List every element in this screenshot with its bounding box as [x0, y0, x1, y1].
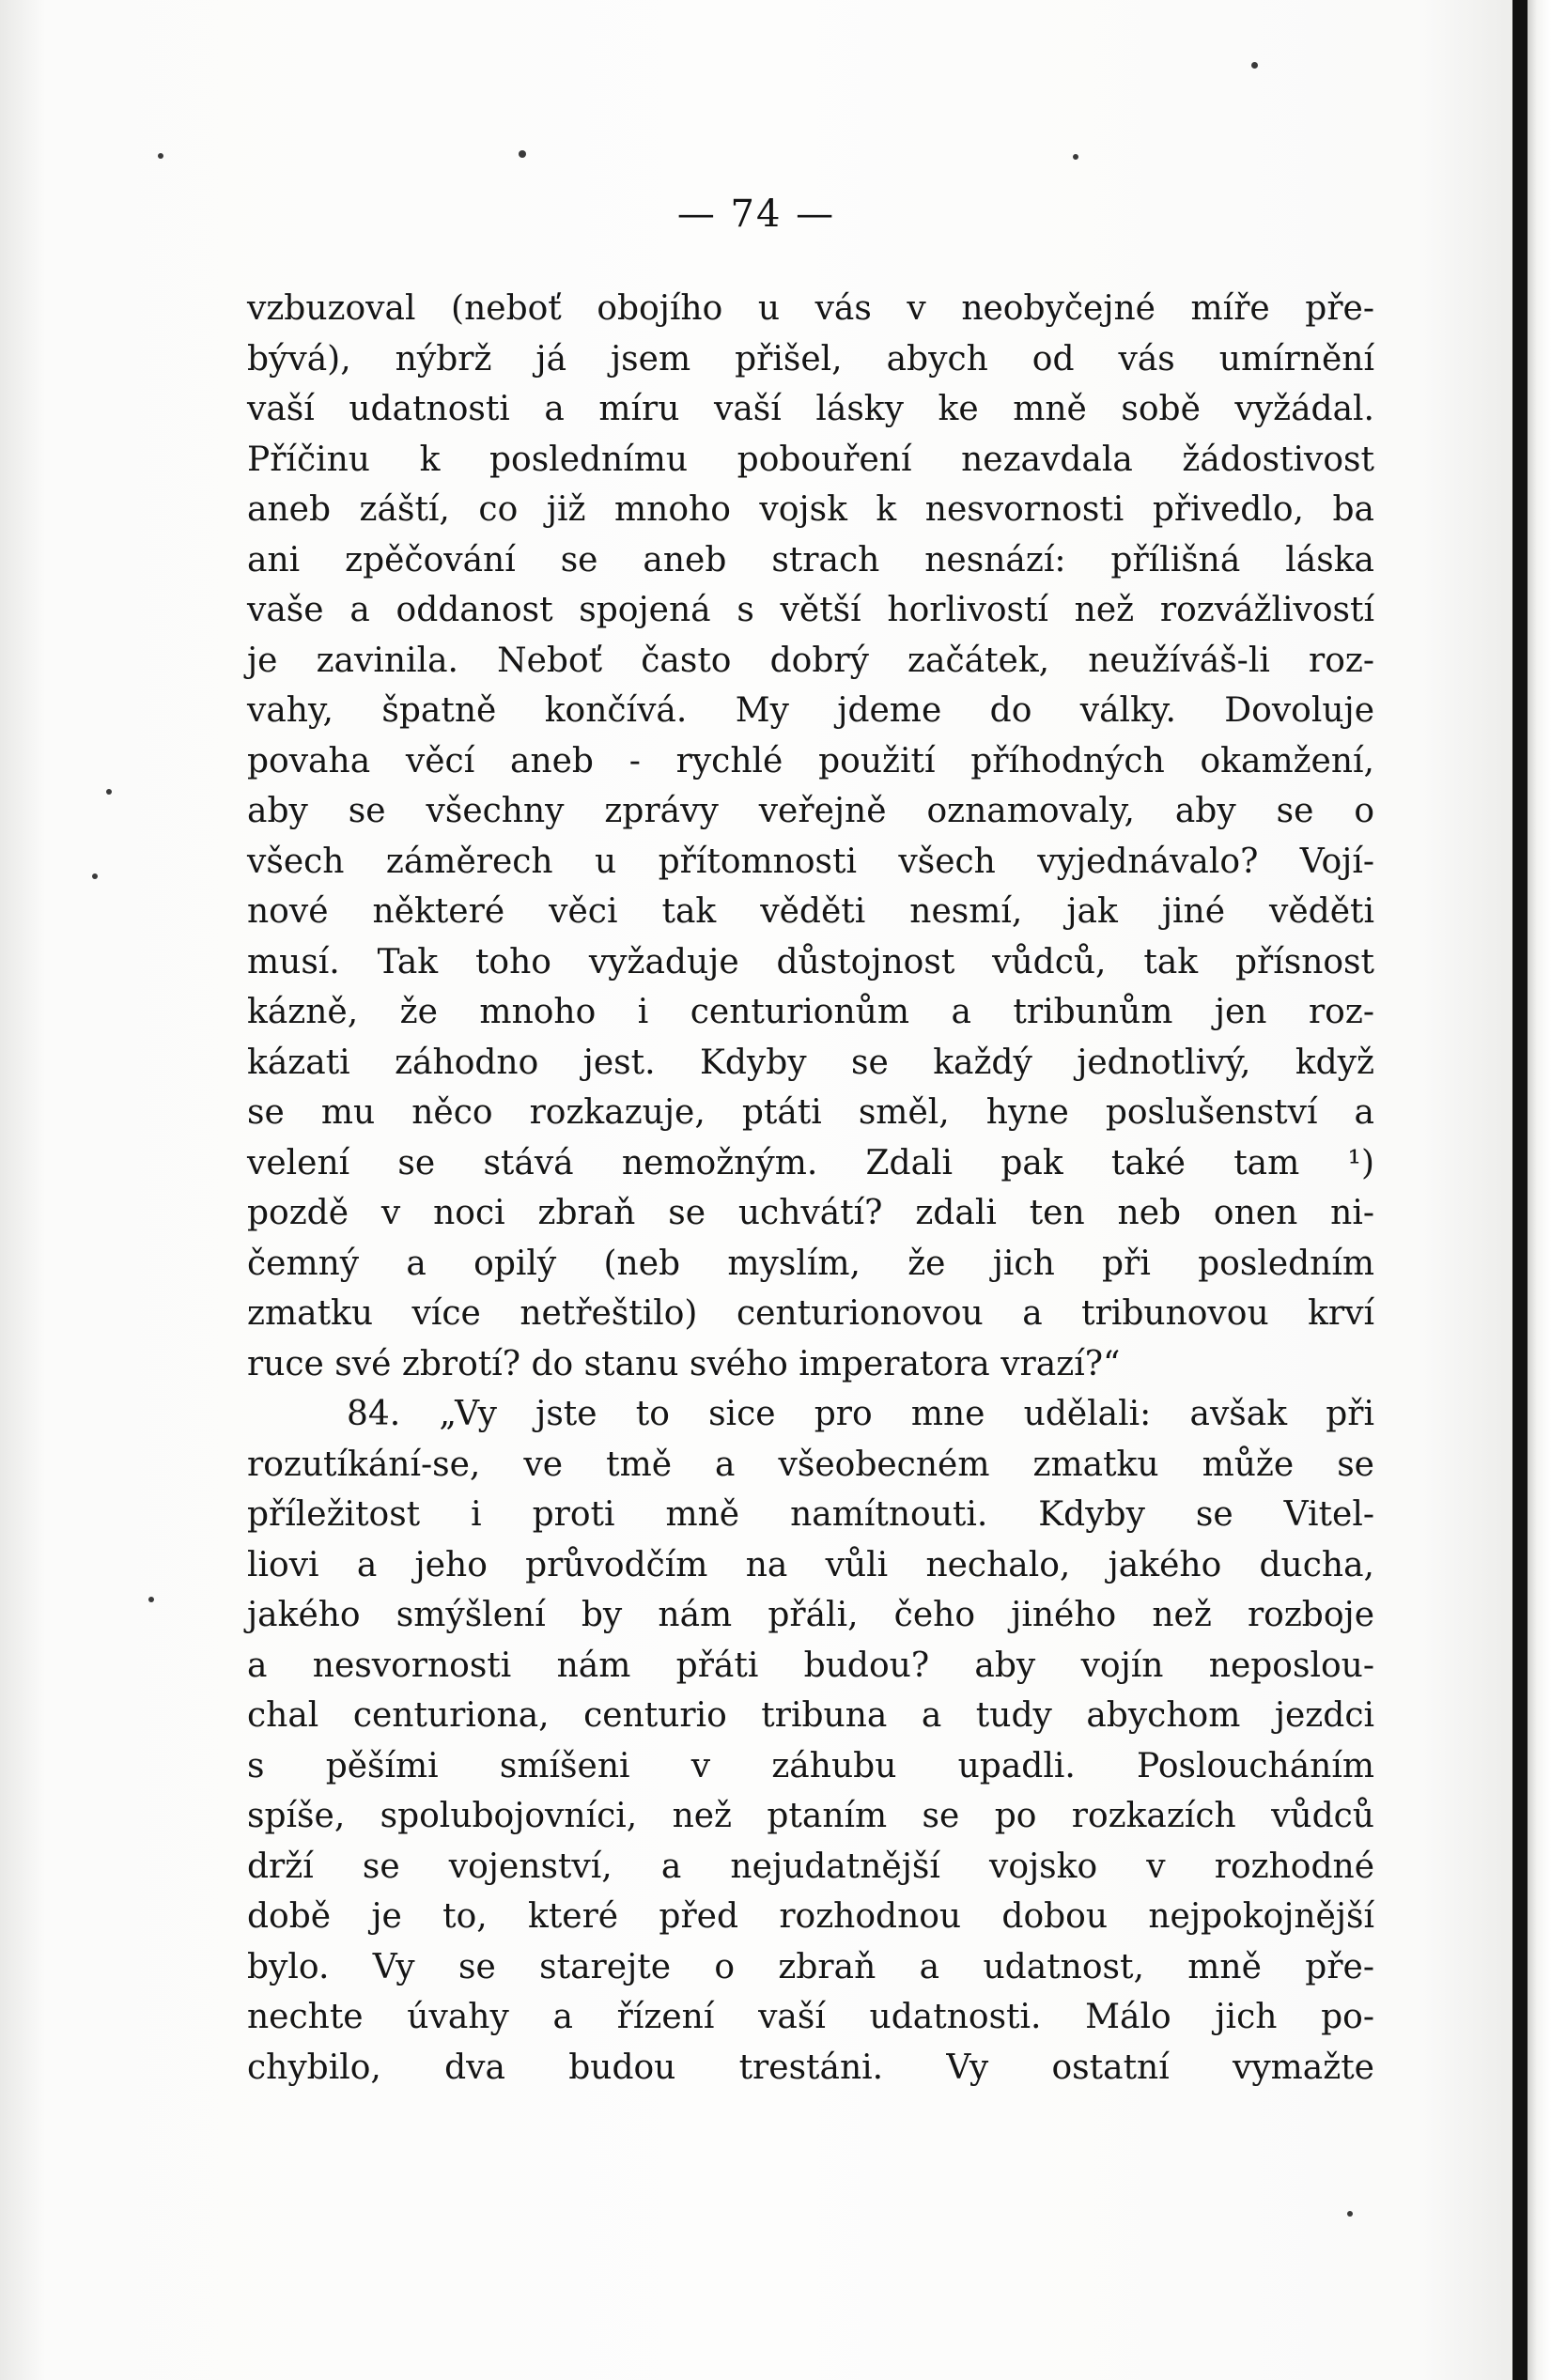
page-number-header: — 74 — [676, 193, 836, 236]
text-line: vaše a oddanost spojená s větší horlivostí než rozvážlivostí [247, 591, 1374, 629]
text-line: aneb záští, co již mnoho vojsk k nesvornosti přivedlo, ba [247, 490, 1374, 529]
text-line: ani zpěčování se aneb strach nesnází: přílišná láska [247, 540, 1374, 580]
text-line: Příčinu k poslednímu pobouření nezavdala žádostivost [247, 440, 1374, 479]
text-line: liovi a jeho průvodčím na vůli nechalo, jakého ducha, [247, 1545, 1374, 1584]
text-line: se mu něco rozkazuje, ptáti směl, hyne poslušenství a [247, 1093, 1374, 1132]
scan-speck [106, 789, 112, 795]
text-line: ruce své zbrotí? do stanu svého imperatora vrazí?“ [247, 1344, 1121, 1383]
scan-speck [1073, 154, 1078, 160]
paragraph-start-line: 84. „Vy jste to sice pro mne udělali: avšak při [347, 1395, 1374, 1433]
text-line: době je to, které před rozhodnou dobou nejpokojnější [247, 1897, 1374, 1936]
text-line: čemný a opilý (neb myslím, že jich při posledním [247, 1244, 1374, 1283]
text-line: povaha věcí aneb - rychlé použití příhodných okamžení, [247, 741, 1374, 780]
text-line: nechte úvahy a řízení vaší udatnosti. Málo jich po- [247, 1998, 1374, 2036]
text-line: bylo. Vy se starejte o zbraň a udatnost, mně pře- [247, 1947, 1374, 1986]
text-line: drží se vojenství, a nejudatnější vojsko v rozhodné [247, 1847, 1374, 1886]
text-line: chal centuriona, centurio tribuna a tudy abychom jezdci [247, 1696, 1374, 1735]
text-line: nové některé věci tak věděti nesmí, jak jiné věděti [247, 892, 1374, 931]
scan-speck [158, 153, 163, 159]
scan-speck [92, 873, 98, 879]
text-line: kázně, že mnoho i centurionům a tribunům jen roz- [247, 993, 1374, 1031]
scan-speck [1251, 62, 1258, 69]
text-line: spíše, spolubojovníci, než ptaním se po rozkazích vůdců [247, 1797, 1374, 1835]
text-line: a nesvornosti nám přáti budou? aby vojín neposlou- [247, 1646, 1374, 1685]
scan-speck [1347, 2211, 1353, 2217]
text-line: rozutíkání-se, ve tmě a všeobecném zmatku může se [247, 1445, 1374, 1484]
text-line: jakého smýšlení by nám přáli, čeho jiného než rozboje [247, 1596, 1374, 1634]
text-line: příležitost i proti mně namítnouti. Kdyby se Vitel- [247, 1495, 1374, 1534]
text-line: všech záměrech u přítomnosti všech vyjednávalo? Vojí- [247, 842, 1374, 881]
text-line: vahy, špatně končívá. My jdeme do války. Dovoluje [247, 691, 1374, 730]
text-line: vzbuzoval (neboť obojího u vás v neobyčejné míře pře- [247, 289, 1374, 328]
body-text [247, 284, 1374, 2093]
text-line: s pěšími smíšeni v záhubu upadli. Posloucháním [247, 1746, 1374, 1785]
scan-speck [148, 1597, 154, 1602]
text-line: velení se stává nemožným. Zdali pak také tam ¹) [247, 1143, 1374, 1182]
page-edge [1528, 0, 1551, 2380]
text-line: chybilo, dva budou trestáni. Vy ostatní vymažte [247, 2048, 1374, 2087]
text-line: je zavinila. Neboť často dobrý začátek, neužíváš-li roz- [247, 641, 1374, 680]
text-line: musí. Tak toho vyžaduje důstojnost vůdců, tak přísnost [247, 942, 1374, 981]
text-line: bývá), nýbrž já jsem přišel, abych od vás umírnění [247, 339, 1374, 379]
text-line: pozdě v noci zbraň se uchvátí? zdali ten neb onen ni- [247, 1194, 1374, 1232]
scan-speck [519, 150, 526, 158]
text-line: vaší udatnosti a míru vaší lásky ke mně sobě vyžádal. [247, 390, 1374, 428]
book-spine-shadow [1512, 0, 1528, 2380]
text-line: kázati záhodno jest. Kdyby se každý jednotlivý, když [247, 1043, 1374, 1082]
text-line: zmatku více netřeštilo) centurionovou a tribunovou krví [247, 1294, 1374, 1333]
text-line: aby se všechny zprávy veřejně oznamovaly, aby se o [247, 792, 1374, 830]
